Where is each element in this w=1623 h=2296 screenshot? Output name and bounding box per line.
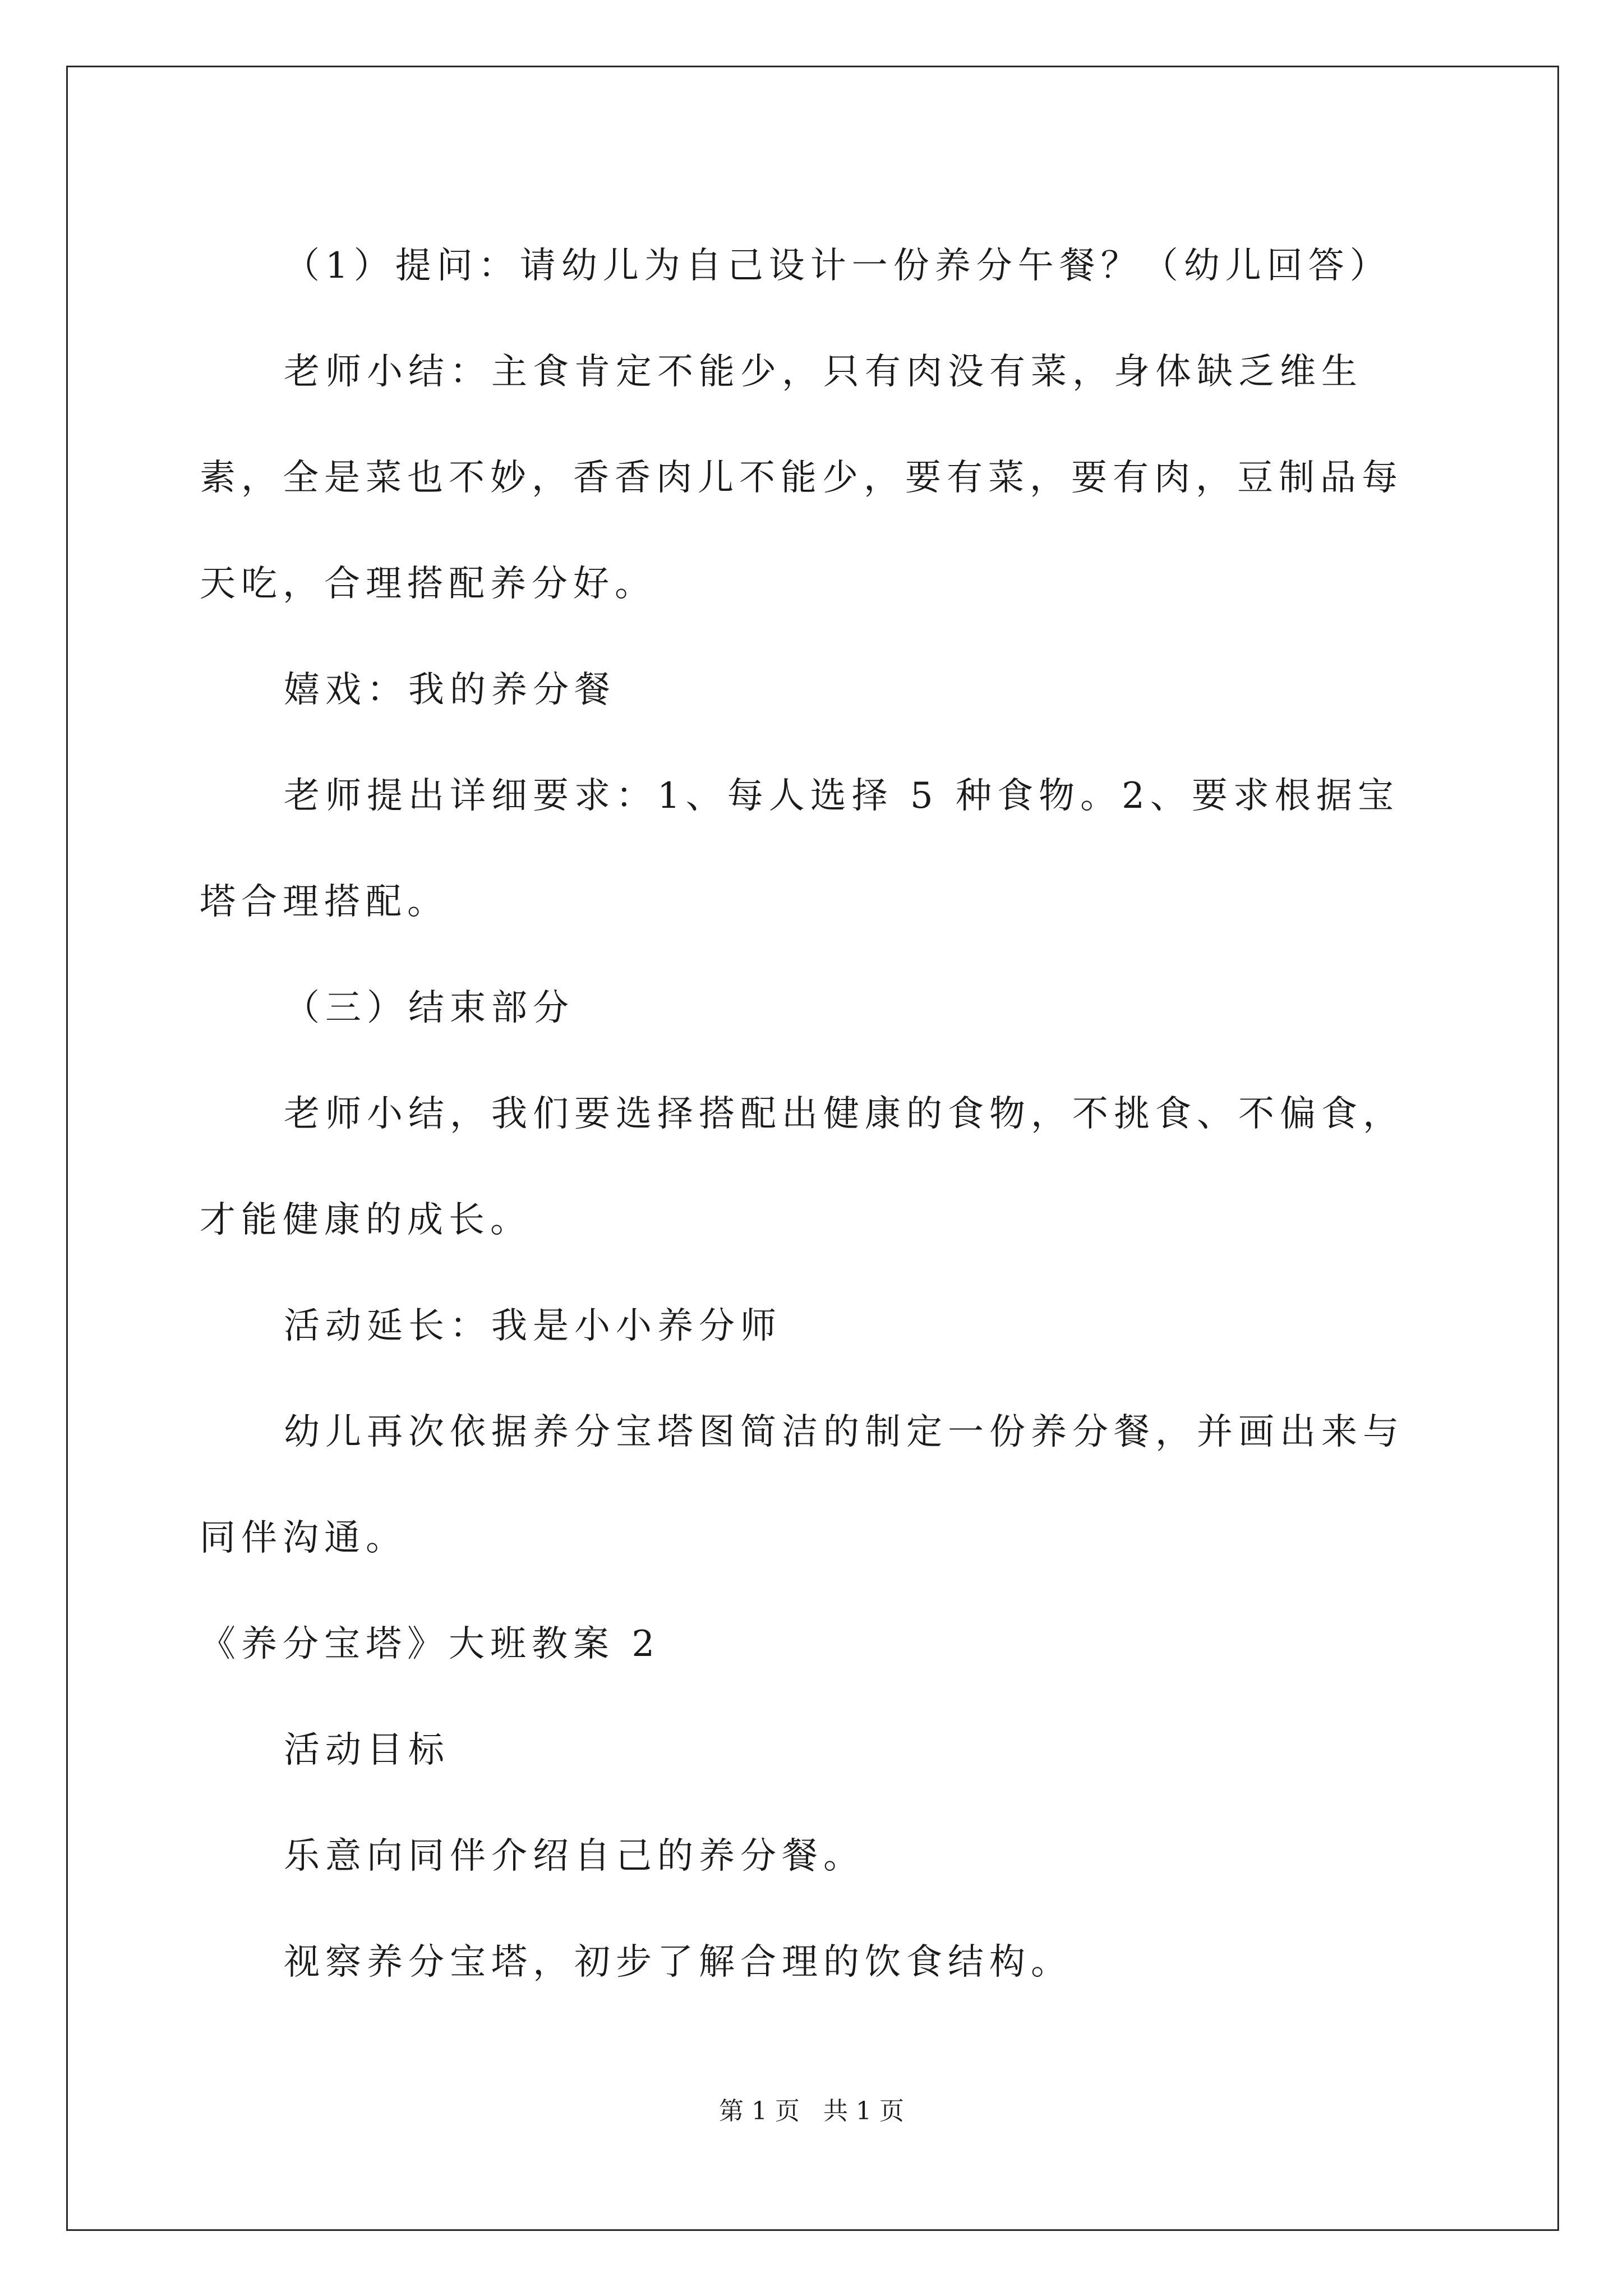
paragraph-goal-1: 乐意向同伴介绍自己的养分餐。: [284, 1835, 865, 1877]
document-body: [200, 213, 1439, 2016]
paragraph-game: 嬉戏：我的养分餐: [284, 669, 616, 711]
paragraph-teacher-summary: 老师小结：主食肯定不能少，只有肉没有菜，身体缺乏维生素，全是菜也不妙，香香肉儿不能少，要有菜，要有肉，豆制品每天吃，合理搭配养分好。: [200, 351, 1403, 605]
page-footer: 第 1 页 共 1 页: [719, 2097, 904, 2125]
paragraph-child-task: 幼儿再次依据养分宝塔图简洁的制定一份养分餐，并画出来与同伴沟通。: [200, 1411, 1404, 1559]
paragraph-activity-extension: 活动延长：我是小小养分师: [284, 1305, 782, 1347]
paragraph-requirements: 老师提出详细要求：1、每人选择 5 种食物。2、要求根据宝塔合理搭配。: [200, 775, 1399, 923]
paragraph-teacher-conclusion: 老师小结，我们要选择搭配出健康的食物，不挑食、不偏食，才能健康的成长。: [200, 1093, 1404, 1241]
paragraph-section-end: （三）结束部分: [284, 987, 574, 1029]
paragraph-question: （1）提问：请幼儿为自己设计一份养分午餐？（幼儿回答）: [284, 245, 1391, 287]
paragraph-activity-goals: 活动目标: [284, 1729, 450, 1771]
paragraph-goal-2: 视察养分宝塔，初步了解合理的饮食结构。: [284, 1941, 1072, 1983]
lesson-plan-title: 《养分宝塔》大班教案 2: [200, 1623, 661, 1665]
